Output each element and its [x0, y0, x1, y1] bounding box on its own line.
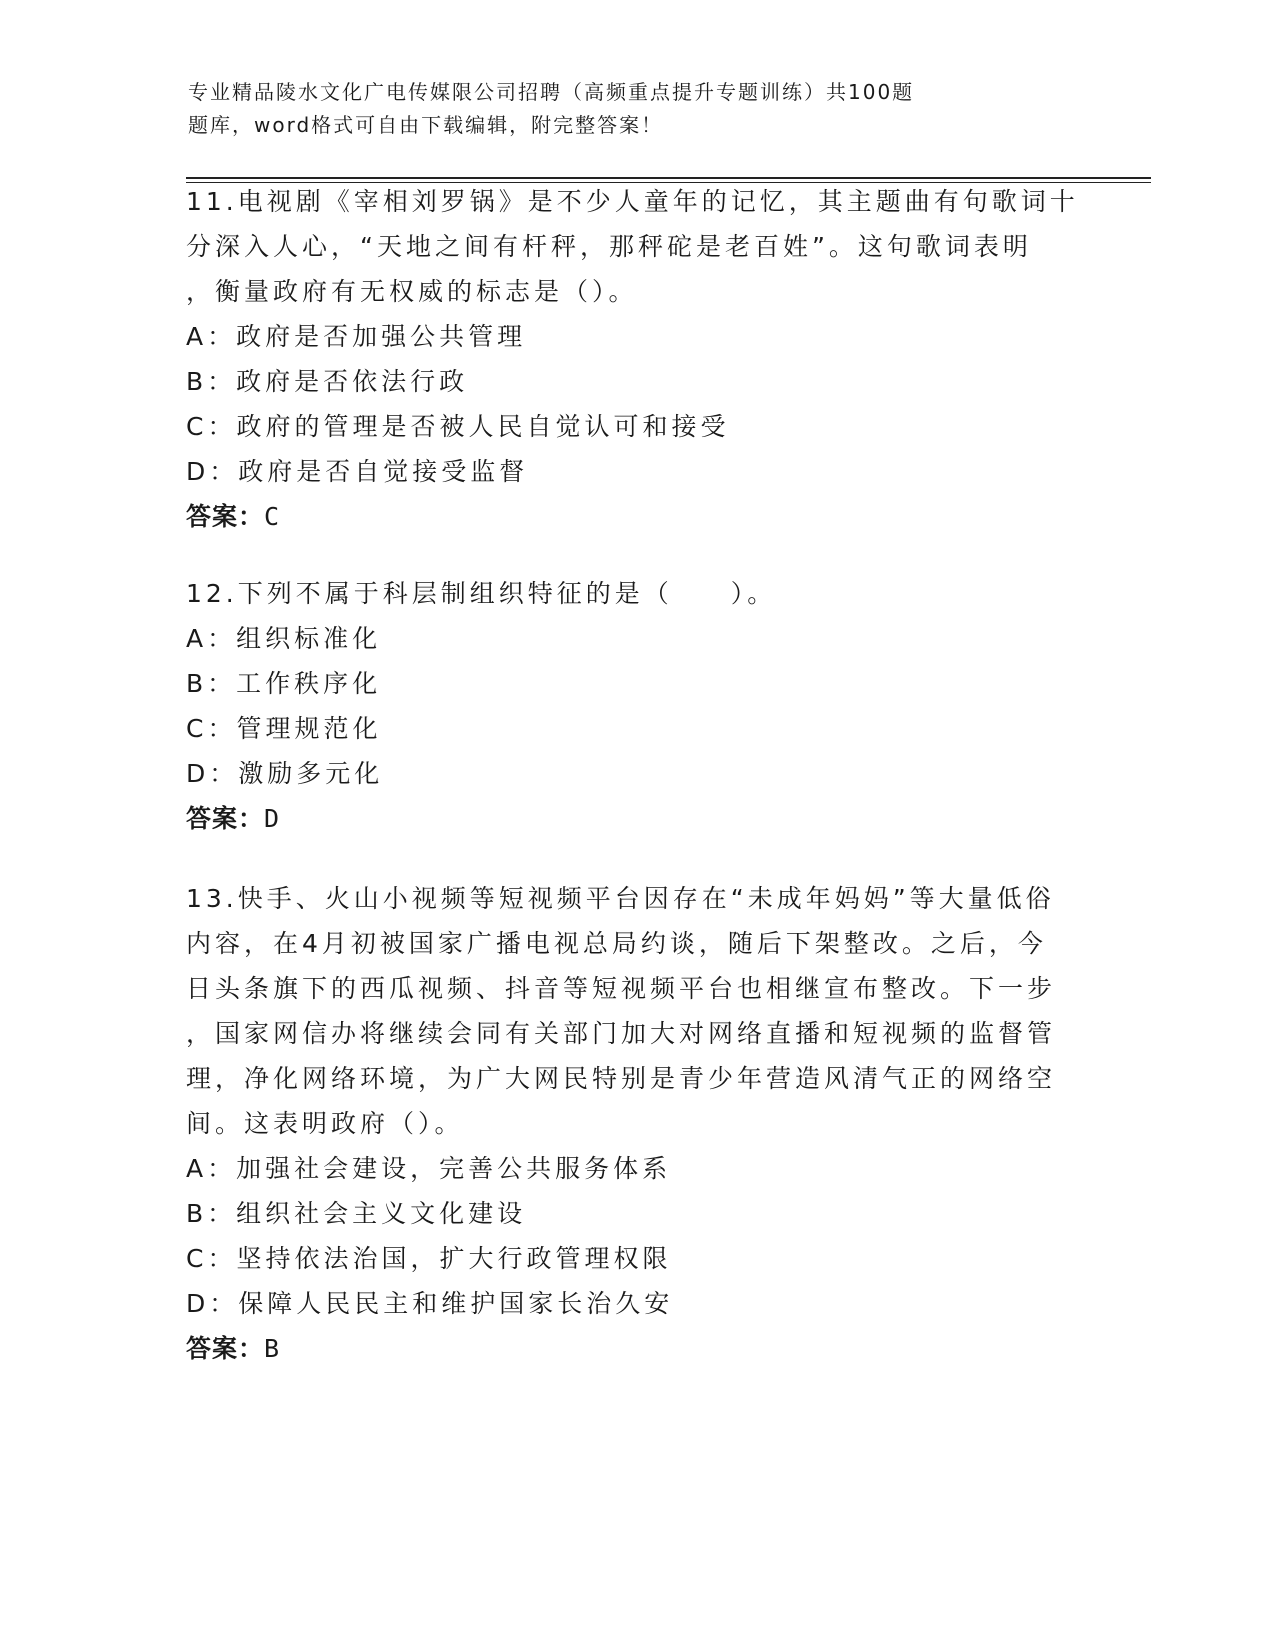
answer-line	[186, 796, 1086, 842]
document-header	[188, 76, 1018, 142]
answer-value: B	[264, 1334, 281, 1363]
option-c: C：管理规范化	[186, 714, 382, 743]
option-d: D：保障人民民主和维护国家长治久安	[186, 1289, 674, 1318]
question-13	[186, 876, 1086, 1372]
stem-line: ，国家网信办将继续会同有关部门加大对网络直播和短视频的监督管	[186, 1019, 1057, 1048]
stem-line: 分深入人心，“天地之间有杆秤，那秤砣是老百姓”。这句歌词表明	[186, 232, 1032, 261]
option-b: B：政府是否依法行政	[186, 367, 469, 396]
stem-line: 13.快手、火山小视频等短视频平台因存在“未成年妈妈”等大量低俗	[186, 884, 1055, 913]
stem-line: 日头条旗下的西瓜视频、抖音等短视频平台也相继宣布整改。下一步	[186, 974, 1057, 1003]
option-a: A：政府是否加强公共管理	[186, 322, 527, 351]
answer-value: D	[264, 804, 281, 833]
option-b: B：组织社会主义文化建设	[186, 1199, 527, 1228]
option-d: D：政府是否自觉接受监督	[186, 457, 529, 486]
option-a: A：加强社会建设，完善公共服务体系	[186, 1154, 672, 1183]
answer-line	[186, 494, 1086, 540]
option-a: A：组织标准化	[186, 624, 382, 653]
option-c: C：政府的管理是否被人民自觉认可和接受	[186, 412, 730, 441]
answer-label: 答案：	[186, 1334, 265, 1363]
question-stem	[186, 876, 1086, 1146]
answer-label: 答案：	[186, 502, 265, 531]
question-stem	[186, 179, 1086, 314]
stem-line: 12.下列不属于科层制组织特征的是（ ）。	[186, 579, 777, 608]
option-d: D：激励多元化	[186, 759, 384, 788]
question-stem	[186, 571, 1086, 616]
header-title-line-1: 专业精品陵水文化广电传媒限公司招聘（高频重点提升专题训练）共100题	[188, 80, 915, 104]
question-12	[186, 571, 1086, 842]
stem-line: ，衡量政府有无权威的标志是（）。	[186, 277, 638, 306]
option-b: B：工作秩序化	[186, 669, 382, 698]
stem-line: 11.电视剧《宰相刘罗锅》是不少人童年的记忆，其主题曲有句歌词十	[186, 187, 1079, 216]
stem-line: 内容，在4月初被国家广播电视总局约谈，随后下架整改。之后，今	[186, 929, 1047, 958]
answer-value: C	[264, 502, 281, 531]
question-11	[186, 179, 1086, 540]
answer-line	[186, 1326, 1086, 1372]
stem-line: 理，净化网络环境，为广大网民特别是青少年营造风清气正的网络空	[186, 1064, 1057, 1093]
option-c: C：坚持依法治国，扩大行政管理权限	[186, 1244, 672, 1273]
stem-line: 间。这表明政府（）。	[186, 1109, 464, 1138]
answer-label: 答案：	[186, 804, 265, 833]
header-title-line-2: 题库，word格式可自由下载编辑，附完整答案！	[188, 113, 664, 137]
